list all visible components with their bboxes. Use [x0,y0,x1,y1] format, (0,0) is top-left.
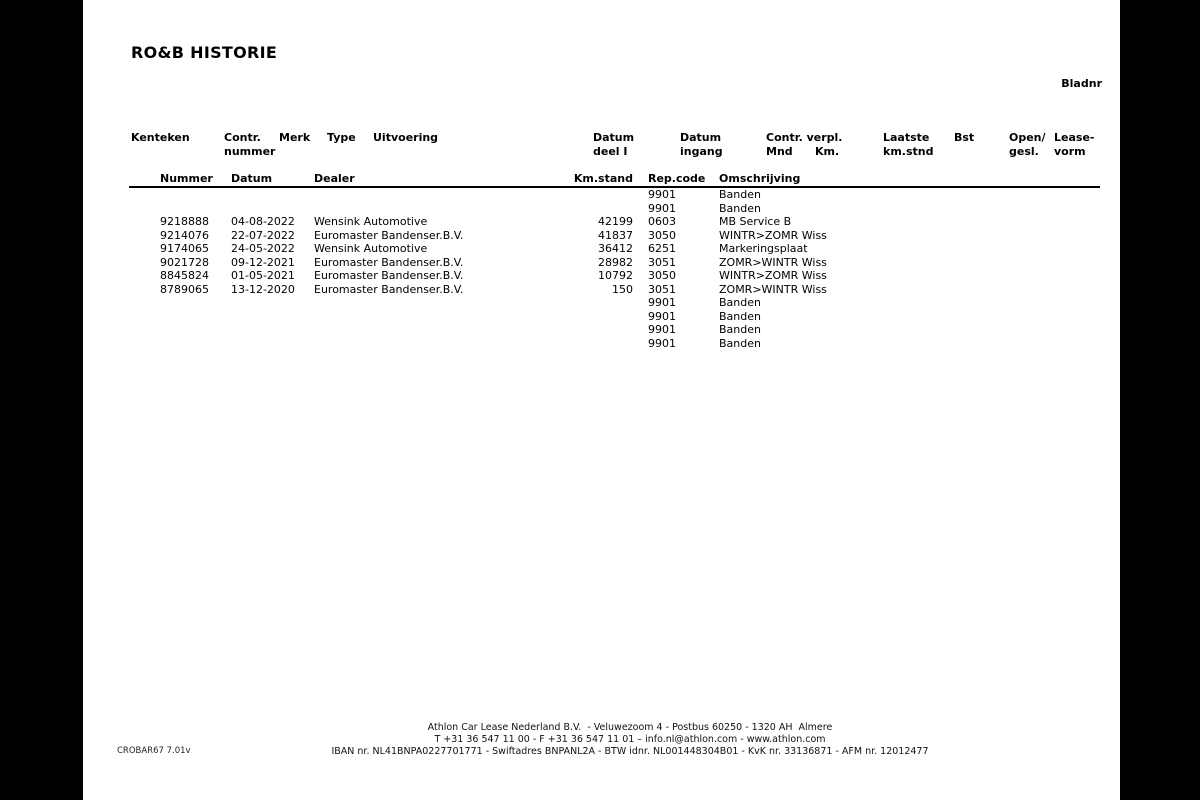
col-header-repcode: Rep.code [648,172,706,185]
row-datum: 24-05-2022 [231,242,295,255]
row-repcode: 6251 [648,242,676,255]
col-header-datum-deel1-line1: Datum [593,131,635,144]
row-omschrijving: Banden [719,296,761,309]
row-omschrijving: Markeringsplaat [719,242,808,255]
row-dealer: Euromaster Bandenser.B.V. [314,269,464,282]
col-header-open-gesl-line1: Open/ [1009,131,1046,144]
col-header-laatste-line1: Laatste [883,131,930,144]
row-nummer: 9174065 [160,242,209,255]
col-header-datum: Datum [231,172,273,185]
col-header-omschrijving: Omschrijving [719,172,801,185]
table-row [83,337,1120,351]
table-body [83,188,1120,350]
row-kmstand: 42199 [598,215,633,228]
row-nummer: 9214076 [160,228,209,242]
row-omschrijving: Banden [719,336,761,350]
row-datum: 01-05-2021 [231,269,295,282]
row-repcode: 3051 [648,282,676,296]
col-header-type: Type [327,131,356,144]
col-header-datum-ingang-line1: Datum [680,131,722,144]
row-dealer: Wensink Automotive [314,215,428,228]
row-dealer: Wensink Automotive [314,242,428,255]
row-nummer: 8845824 [160,269,209,282]
table-row [83,310,1120,324]
table-row [83,229,1120,243]
row-repcode: 9901 [648,323,676,336]
col-header-leasevorm-line1: Lease- [1054,131,1095,144]
col-header-kmstand: Km.stand [573,172,633,185]
col-header-datum-ingang-line2: ingang [680,145,723,158]
row-repcode: 3050 [648,228,676,242]
table-row [83,283,1120,297]
row-nummer: 9021728 [160,255,209,269]
row-repcode: 9901 [648,336,676,350]
row-kmstand: 36412 [598,242,633,255]
row-repcode: 9901 [648,309,676,323]
row-repcode: 9901 [648,201,676,215]
row-repcode: 9901 [648,188,676,201]
row-omschrijving: ZOMR>WINTR Wiss [719,282,827,296]
col-header-contr-nummer-line1: Contr. [224,131,261,144]
col-header-nummer: Nummer [160,172,213,185]
row-omschrijving: WINTR>ZOMR Wiss [719,228,827,242]
row-repcode: 0603 [648,215,676,228]
row-omschrijving: Banden [719,201,761,215]
table-row [83,269,1120,283]
row-datum: 09-12-2021 [231,255,295,269]
row-datum: 04-08-2022 [231,215,295,228]
col-header-uitvoering: Uitvoering [373,131,439,144]
footer-version: CROBAR67 7.01v [117,746,191,756]
col-header-contr-verpl: Contr. verpl. [766,131,843,144]
row-nummer: 9218888 [160,215,209,228]
row-omschrijving: MB Service B [719,215,792,228]
col-header-open-gesl-line2: gesl. [1009,145,1039,158]
col-header-mnd: Mnd [766,145,793,158]
col-header-laatste-line2: km.stnd [883,145,934,158]
row-kmstand: 150 [612,282,633,296]
col-header-leasevorm-line2: vorm [1054,145,1086,158]
footer-address: Athlon Car Lease Nederland B.V. - Veluwezoom 4 - Postbus 60250 - 1320 AH Almere [427,722,833,733]
col-header-dealer: Dealer [314,172,355,185]
footer-contact: T +31 36 547 11 00 - F +31 36 547 11 01 – info.nl@athlon.com - www.athlon.com [434,734,826,745]
row-kmstand: 41837 [598,228,633,242]
row-kmstand: 28982 [598,255,633,269]
table-row [83,323,1120,337]
bladnr-label: Bladnr [1061,77,1102,90]
row-dealer: Euromaster Bandenser.B.V. [314,282,464,296]
row-repcode: 9901 [648,296,676,309]
col-header-merk: Merk [279,131,311,144]
table-row [83,256,1120,270]
row-omschrijving: Banden [719,323,761,336]
table-row [83,242,1120,256]
row-kmstand: 10792 [598,269,633,282]
row-repcode: 3050 [648,269,676,282]
col-header-km: Km. [815,145,840,158]
table-row [83,215,1120,229]
row-dealer: Euromaster Bandenser.B.V. [314,228,464,242]
table-row [83,202,1120,216]
row-omschrijving: Banden [719,188,761,201]
row-datum: 13-12-2020 [231,282,295,296]
report-page [83,0,1120,800]
col-header-contr-nummer-line2: nummer [224,145,276,158]
table-row [83,296,1120,310]
col-header-kenteken: Kenteken [131,131,190,144]
row-nummer: 8789065 [160,282,209,296]
table-row [83,188,1120,202]
row-omschrijving: WINTR>ZOMR Wiss [719,269,827,282]
col-header-datum-deel1-line2: deel I [593,145,628,158]
page-title: RO&B HISTORIE [131,43,278,62]
footer-registration: IBAN nr. NL41BNPA0227701771 - Swiftadres BNPANL2A - BTW idnr. NL001448304B01 - KvK nr. 33136871 - AFM nr. 12012477 [331,746,929,757]
row-omschrijving: Banden [719,309,761,323]
col-header-bst: Bst [954,131,975,144]
row-dealer: Euromaster Bandenser.B.V. [314,255,464,269]
row-repcode: 3051 [648,255,676,269]
row-omschrijving: ZOMR>WINTR Wiss [719,255,827,269]
row-datum: 22-07-2022 [231,228,295,242]
